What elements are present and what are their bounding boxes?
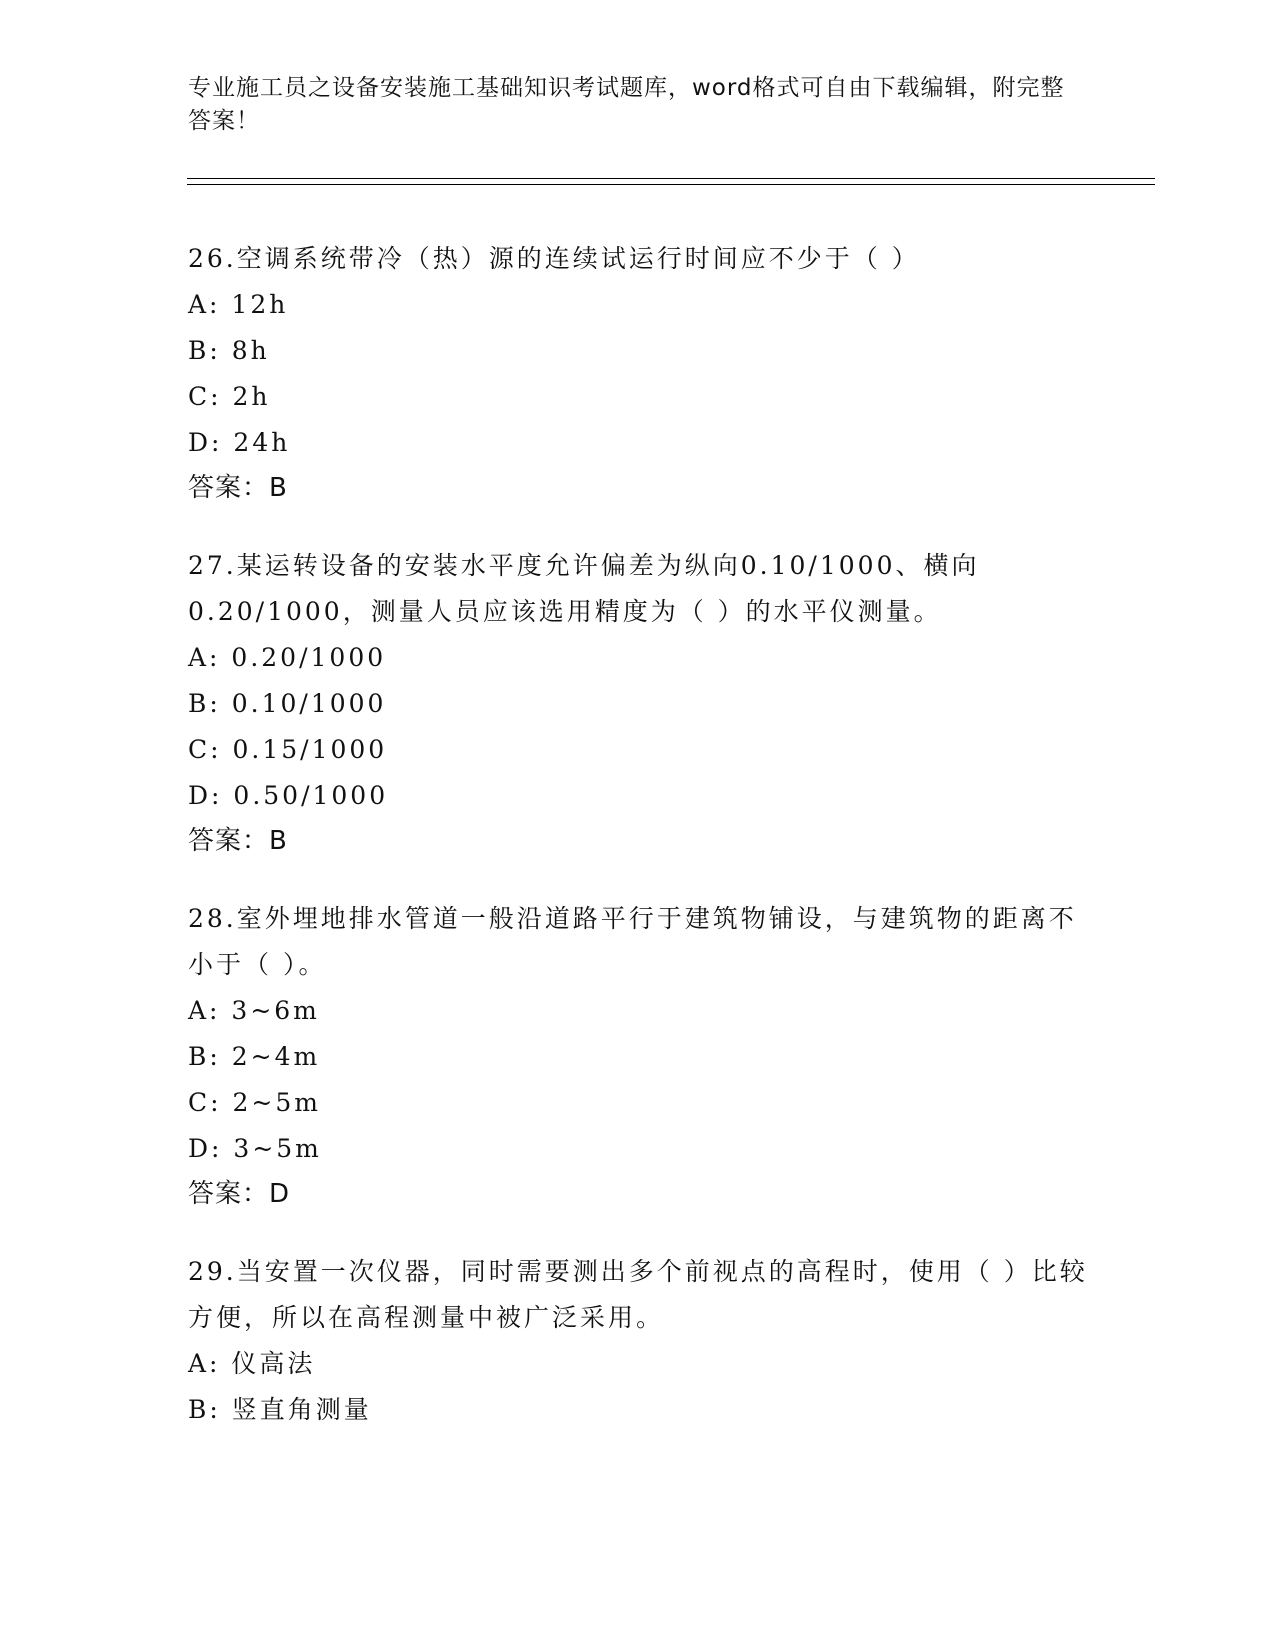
answer: 答案：B <box>188 473 288 503</box>
question-text: 29.当安置一次仪器，同时需要测出多个前视点的高程时，使用（ ）比较方便，所以在高程测量中被广泛采用。 <box>188 1257 1088 1332</box>
question-text: 27.某运转设备的安装水平度允许偏差为纵向0.10/1000、横向0.20/1000，测量人员应该选用精度为（ ）的水平仪测量。 <box>188 551 980 626</box>
option-c: C: 2h <box>188 382 271 411</box>
question-27 <box>188 543 1088 863</box>
option-a: A: 12h <box>188 290 289 319</box>
option-c: C: 0.15/1000 <box>188 735 388 764</box>
option-b: B: 竖直角测量 <box>188 1395 372 1424</box>
question-29 <box>188 1249 1088 1433</box>
option-d: D: 24h <box>188 428 291 457</box>
option-d: D: 0.50/1000 <box>188 781 389 810</box>
option-a: A: 0.20/1000 <box>188 643 387 672</box>
header-divider-top <box>187 178 1155 179</box>
answer: 答案：D <box>188 1179 291 1209</box>
question-26 <box>188 236 1088 510</box>
option-b: B: 8h <box>188 336 270 365</box>
document-header: 专业施工员之设备安装施工基础知识考试题库，word格式可自由下载编辑，附完整答案！ <box>188 75 1065 134</box>
question-text: 26.空调系统带冷（热）源的连续试运行时间应不少于（ ） <box>188 244 920 273</box>
option-b: B: 0.10/1000 <box>188 689 387 718</box>
option-d: D: 3~5m <box>188 1134 322 1163</box>
question-text: 28.室外埋地排水管道一般沿道路平行于建筑物铺设，与建筑物的距离不小于（ ）。 <box>188 904 1077 979</box>
question-list <box>188 236 1088 1466</box>
option-a: A: 3~6m <box>188 996 320 1025</box>
question-28 <box>188 896 1088 1216</box>
header-divider-bottom <box>187 184 1155 185</box>
option-a: A: 仪高法 <box>188 1349 316 1378</box>
option-c: C: 2~5m <box>188 1088 321 1117</box>
answer: 答案：B <box>188 826 288 856</box>
option-b: B: 2~4m <box>188 1042 321 1071</box>
